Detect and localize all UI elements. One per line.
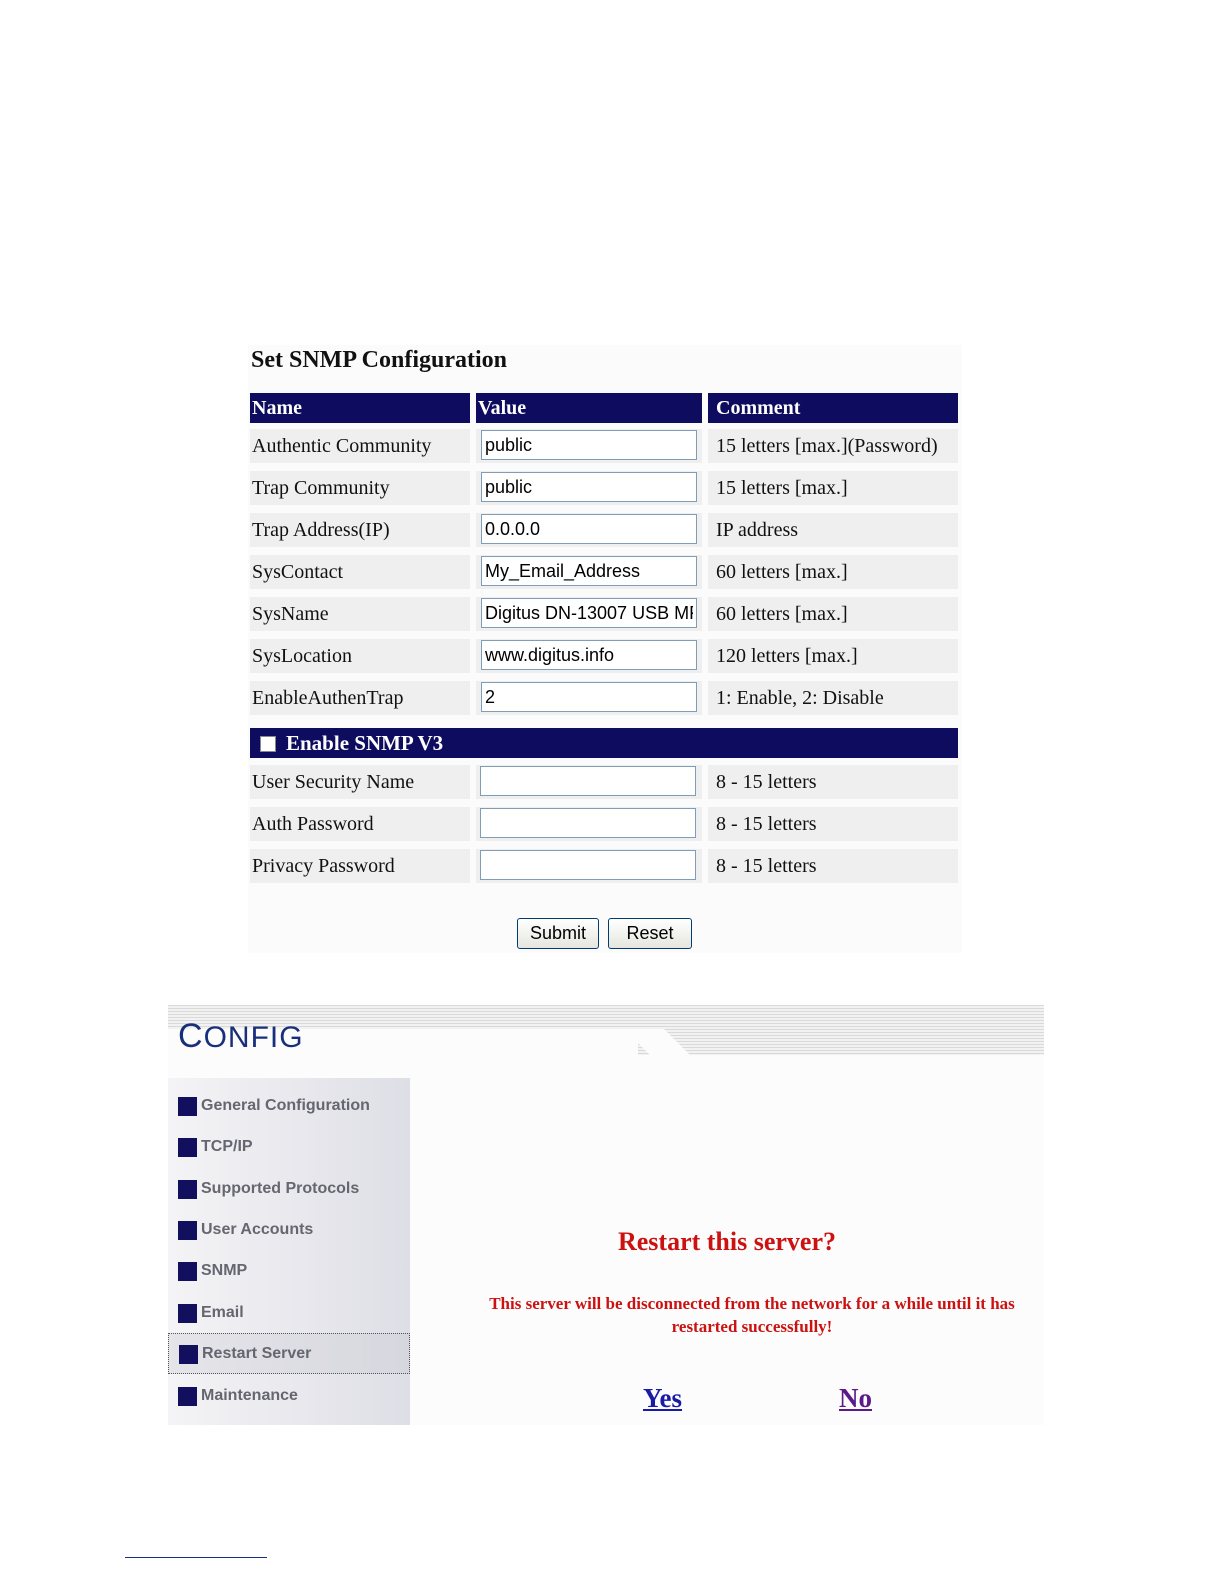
row-name: SysName [250,597,470,631]
sidebar-item-supported-protocols[interactable]: Supported Protocols [168,1169,410,1209]
sidebar-item-general-configuration[interactable]: General Configuration [168,1086,410,1126]
trap-community-input[interactable] [481,472,697,502]
submit-button[interactable]: Submit [517,918,599,949]
auth-password-input[interactable] [480,808,696,838]
snmp-title: Set SNMP Configuration [251,347,508,373]
row-comment: 120 letters [max.] [708,639,958,673]
config-title: CONFIG [178,1017,304,1055]
sidebar-item-restart-server[interactable]: Restart Server [168,1333,410,1374]
menu-bullet-icon [178,1097,197,1116]
row-comment: 8 - 15 letters [708,807,958,841]
config-sidebar [168,1078,410,1425]
row-name: SysContact [250,555,470,589]
sidebar-item-email[interactable]: Email [168,1293,410,1333]
config-panel [168,1005,1044,1425]
enable-snmp-v3-checkbox[interactable] [260,736,276,752]
authentic-community-input[interactable] [481,430,697,460]
reset-button[interactable]: Reset [608,918,692,949]
footnote-divider [125,1557,267,1558]
sidebar-item-tcpip[interactable]: TCP/IP [168,1127,410,1167]
row-comment: 8 - 15 letters [708,849,958,883]
row-name: Auth Password [250,807,470,841]
row-comment: IP address [708,513,958,547]
snmp-config-panel [248,345,962,953]
enable-snmp-v3-label: Enable SNMP V3 [286,731,444,755]
row-comment: 1: Enable, 2: Disable [708,681,958,715]
row-name: SysLocation [250,639,470,673]
trap-address-input[interactable] [481,514,697,544]
row-name: Authentic Community [250,429,470,463]
restart-message: This server will be disconnected from the network for a while until it has restarted successfully! [489,1294,1015,1336]
user-security-name-input[interactable] [480,766,696,796]
row-comment: 60 letters [max.] [708,555,958,589]
sidebar-item-maintenance[interactable]: Maintenance [168,1376,410,1416]
enable-authen-trap-input[interactable] [481,682,697,712]
row-comment: 60 letters [max.] [708,597,958,631]
row-name: Trap Community [250,471,470,505]
restart-title: Restart this server? [617,1227,837,1256]
row-name: Trap Address(IP) [250,513,470,547]
syslocation-input[interactable] [481,640,697,670]
syscontact-input[interactable] [481,556,697,586]
menu-bullet-icon [178,1262,197,1281]
sidebar-item-user-accounts[interactable]: User Accounts [168,1210,410,1250]
name-column-header: Name [250,393,470,423]
menu-bullet-icon [178,1304,197,1323]
row-name: User Security Name [250,765,470,799]
sysname-input[interactable] [481,598,697,628]
menu-bullet-icon [178,1221,197,1240]
no-link[interactable]: No [839,1383,872,1413]
privacy-password-input[interactable] [480,850,696,880]
menu-bullet-icon [179,1345,198,1364]
row-name: Privacy Password [250,849,470,883]
sidebar-item-snmp[interactable]: SNMP [168,1251,410,1291]
value-column-header: Value [476,393,702,423]
row-comment: 15 letters [max.](Password) [708,429,958,463]
row-name: EnableAuthenTrap [250,681,470,715]
row-comment: 8 - 15 letters [708,765,958,799]
menu-bullet-icon [178,1138,197,1157]
yes-link[interactable]: Yes [643,1383,682,1413]
menu-bullet-icon [178,1387,197,1406]
menu-bullet-icon [178,1180,197,1199]
snmp-v3-header [250,728,958,758]
row-comment: 15 letters [max.] [708,471,958,505]
comment-column-header: Comment [708,393,958,423]
